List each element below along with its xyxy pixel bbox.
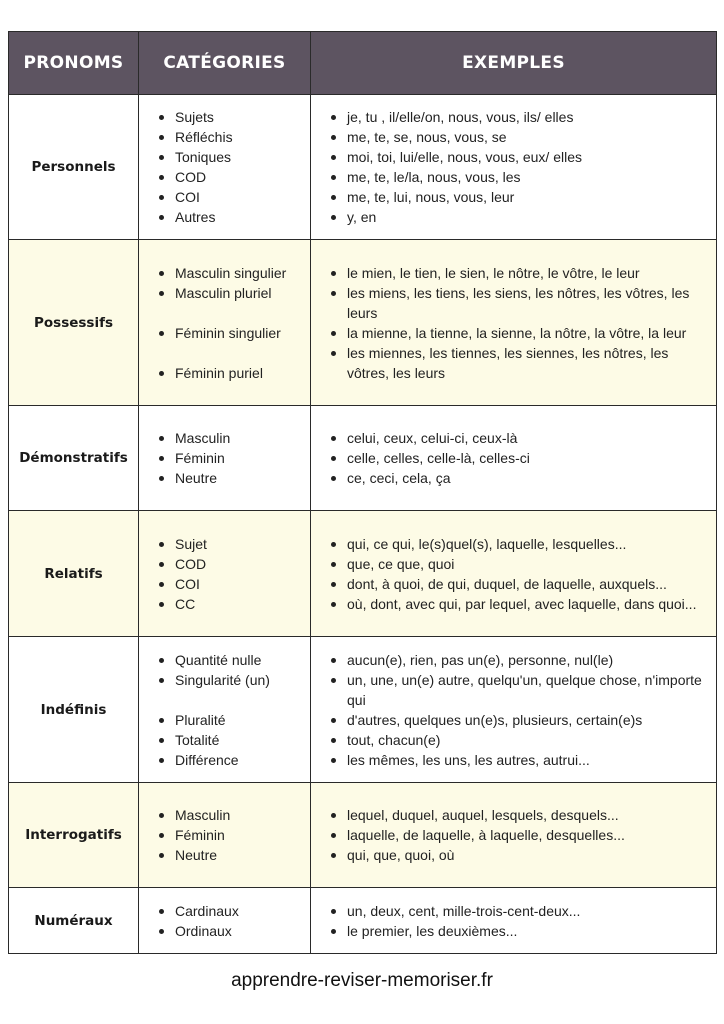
example-item: me, te, le/la, nous, vous, les xyxy=(331,167,706,187)
example-item: le premier, les deuxièmes... xyxy=(331,921,706,941)
examples-cell xyxy=(311,95,717,240)
examples-list xyxy=(311,901,716,941)
examples-list xyxy=(311,534,716,614)
pronoun-name: Indéfinis xyxy=(9,637,139,783)
categories-list xyxy=(139,534,310,614)
categories-cell xyxy=(139,637,311,783)
category-item: Ordinaux xyxy=(159,921,302,941)
example-item: celui, ceux, celui-ci, ceux-là xyxy=(331,428,706,448)
example-item: y, en xyxy=(331,207,706,227)
example-item: les miennes, les tiennes, les siennes, les nôtres, les vôtres, les leurs xyxy=(331,343,706,383)
category-item: Féminin singulier xyxy=(159,323,302,343)
category-item: Féminin xyxy=(159,825,302,845)
example-item: les miens, les tiens, les siens, les nôtres, les vôtres, les leurs xyxy=(331,283,706,323)
example-item: je, tu , il/elle/on, nous, vous, ils/ elles xyxy=(331,107,706,127)
row-indefinis xyxy=(9,637,717,783)
category-item: CC xyxy=(159,594,302,614)
example-item: ce, ceci, cela, ça xyxy=(331,468,706,488)
row-personnels xyxy=(9,95,717,240)
category-item: COD xyxy=(159,554,302,574)
category-item: Masculin pluriel xyxy=(159,283,302,303)
example-item: laquelle, de laquelle, à laquelle, desquelles... xyxy=(331,825,706,845)
category-item: Sujets xyxy=(159,107,302,127)
examples-cell xyxy=(311,637,717,783)
example-item: le mien, le tien, le sien, le nôtre, le vôtre, le leur xyxy=(331,263,706,283)
example-item: d'autres, quelques un(e)s, plusieurs, certain(e)s xyxy=(331,710,706,730)
category-item: Sujet xyxy=(159,534,302,554)
pronoun-name: Numéraux xyxy=(9,888,139,954)
examples-cell xyxy=(311,511,717,637)
examples-cell xyxy=(311,783,717,888)
header-row xyxy=(9,32,717,95)
category-item: COD xyxy=(159,167,302,187)
example-item: les mêmes, les uns, les autres, autrui... xyxy=(331,750,706,770)
example-item: celle, celles, celle-là, celles-ci xyxy=(331,448,706,468)
category-item: Cardinaux xyxy=(159,901,302,921)
example-item: qui, ce qui, le(s)quel(s), laquelle, lesquelles... xyxy=(331,534,706,554)
category-item: Neutre xyxy=(159,845,302,865)
pronoun-name: Démonstratifs xyxy=(9,406,139,511)
category-item: Masculin xyxy=(159,428,302,448)
categories-cell xyxy=(139,888,311,954)
example-item: dont, à quoi, de qui, duquel, de laquelle, auxquels... xyxy=(331,574,706,594)
example-item: aucun(e), rien, pas un(e), personne, nul(le) xyxy=(331,650,706,670)
category-item: Masculin xyxy=(159,805,302,825)
pronoun-name: Personnels xyxy=(9,95,139,240)
pronoun-name: Possessifs xyxy=(9,240,139,406)
pronoun-name: Relatifs xyxy=(9,511,139,637)
category-item: Neutre xyxy=(159,468,302,488)
category-item: Totalité xyxy=(159,730,302,750)
example-item: qui, que, quoi, où xyxy=(331,845,706,865)
examples-list xyxy=(311,805,716,865)
examples-list xyxy=(311,650,716,770)
category-item: Différence xyxy=(159,750,302,770)
categories-cell xyxy=(139,240,311,406)
categories-list xyxy=(139,901,310,941)
category-item: Toniques xyxy=(159,147,302,167)
header-exemples: EXEMPLES xyxy=(311,32,717,95)
examples-list xyxy=(311,263,716,383)
examples-cell xyxy=(311,888,717,954)
example-item: lequel, duquel, auquel, lesquels, desquels... xyxy=(331,805,706,825)
example-item: un, une, un(e) autre, quelqu'un, quelque chose, n'importe qui xyxy=(331,670,706,710)
row-possessifs xyxy=(9,240,717,406)
example-item: où, dont, avec qui, par lequel, avec laquelle, dans quoi... xyxy=(331,594,706,614)
example-item: que, ce que, quoi xyxy=(331,554,706,574)
example-item: me, te, se, nous, vous, se xyxy=(331,127,706,147)
categories-list xyxy=(139,107,310,227)
category-item: Féminin puriel xyxy=(159,363,302,383)
category-item: Autres xyxy=(159,207,302,227)
pronoun-name: Interrogatifs xyxy=(9,783,139,888)
pronouns-table xyxy=(8,31,717,954)
categories-list xyxy=(139,805,310,865)
categories-cell xyxy=(139,783,311,888)
categories-list xyxy=(139,428,310,488)
examples-cell xyxy=(311,240,717,406)
category-item: Féminin xyxy=(159,448,302,468)
row-demonstratifs xyxy=(9,406,717,511)
categories-list xyxy=(139,263,310,383)
example-item: un, deux, cent, mille-trois-cent-deux... xyxy=(331,901,706,921)
categories-cell xyxy=(139,95,311,240)
categories-list xyxy=(139,650,310,770)
examples-cell xyxy=(311,406,717,511)
row-numeraux xyxy=(9,888,717,954)
category-item: COI xyxy=(159,574,302,594)
example-item: tout, chacun(e) xyxy=(331,730,706,750)
row-interrogatifs xyxy=(9,783,717,888)
header-pronoms: PRONOMS xyxy=(9,32,139,95)
categories-cell xyxy=(139,406,311,511)
category-item: Réfléchis xyxy=(159,127,302,147)
header-categories: CATÉGORIES xyxy=(139,32,311,95)
examples-list xyxy=(311,107,716,227)
categories-cell xyxy=(139,511,311,637)
website-footer: apprendre-reviser-memoriser.fr xyxy=(231,970,493,991)
examples-list xyxy=(311,428,716,488)
row-relatifs xyxy=(9,511,717,637)
example-item: me, te, lui, nous, vous, leur xyxy=(331,187,706,207)
example-item: moi, toi, lui/elle, nous, vous, eux/ elles xyxy=(331,147,706,167)
category-item: COI xyxy=(159,187,302,207)
category-item: Masculin singulier xyxy=(159,263,302,283)
example-item: la mienne, la tienne, la sienne, la nôtre, la vôtre, la leur xyxy=(331,323,706,343)
category-item: Singularité (un) xyxy=(159,670,302,690)
category-item: Quantité nulle xyxy=(159,650,302,670)
category-item: Pluralité xyxy=(159,710,302,730)
